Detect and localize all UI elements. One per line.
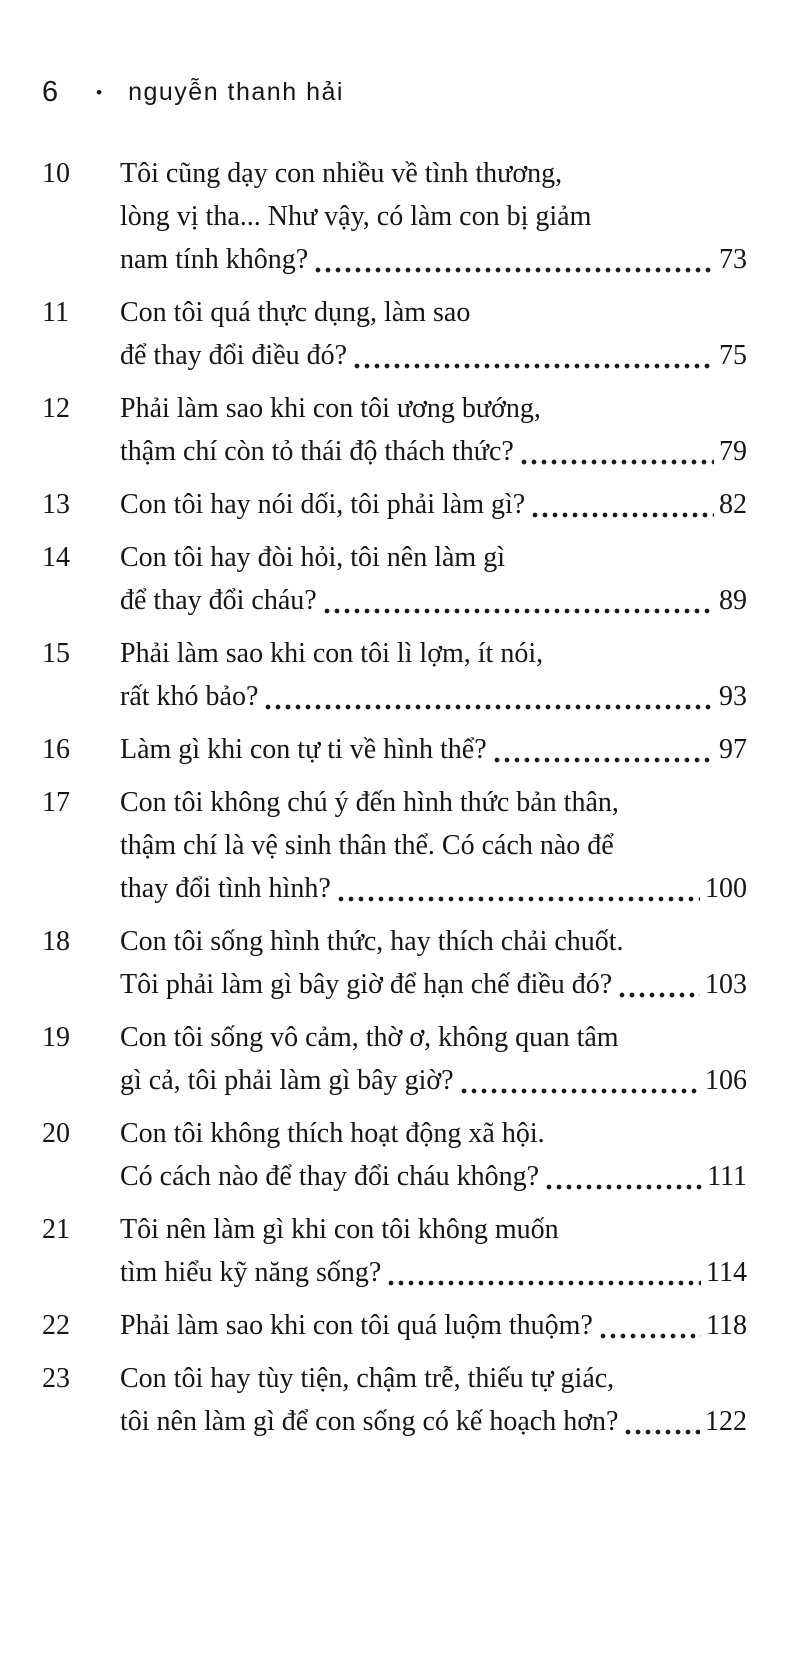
header-author-name: nguyễn thanh hải [128, 77, 344, 106]
entry-page-number: 106 [705, 1065, 747, 1096]
entry-lines [120, 920, 747, 1006]
entry-line-text: Tôi cũng dạy con nhiều về tình thương, [120, 158, 563, 189]
dot-leader [324, 608, 714, 614]
entry-lines [120, 1208, 747, 1294]
entry-page-number: 114 [706, 1257, 747, 1288]
entry-line-text: Con tôi hay đòi hỏi, tôi nên làm gì [120, 542, 505, 573]
entry-number: 12 [42, 393, 70, 424]
entry-line [120, 1155, 747, 1198]
entry-lines [120, 632, 747, 718]
entry-line-text: Làm gì khi con tự ti về hình thể? [120, 734, 487, 765]
toc-entry [42, 920, 747, 1006]
entry-number: 14 [42, 542, 70, 573]
dot-leader [619, 992, 700, 998]
entry-number: 16 [42, 734, 70, 765]
entry-line [120, 1357, 747, 1400]
entry-page-number: 118 [706, 1310, 747, 1341]
entry-line [120, 1400, 747, 1443]
dot-leader [521, 459, 714, 465]
entry-line [120, 238, 747, 281]
dot-leader [625, 1429, 700, 1435]
entry-line [120, 483, 747, 526]
toc-entry [42, 536, 747, 622]
entry-line [120, 632, 747, 675]
entry-line-text: Con tôi không chú ý đến hình thức bản thân, [120, 787, 619, 818]
entry-page-number: 79 [719, 436, 747, 467]
entry-number: 11 [42, 297, 69, 328]
entry-number: 18 [42, 926, 70, 957]
entry-line [120, 291, 747, 334]
entry-line [120, 728, 747, 771]
entry-lines [120, 728, 747, 771]
entry-line-text: để thay đổi cháu? [120, 585, 317, 616]
entry-line-text: thậm chí là vệ sinh thân thể. Có cách nào để [120, 830, 614, 861]
entry-lines [120, 152, 747, 281]
entry-line-text: Con tôi hay nói dối, tôi phải làm gì? [120, 489, 526, 520]
toc-entry [42, 1357, 747, 1443]
entry-line-text: Con tôi hay tùy tiện, chậm trễ, thiếu tự giác, [120, 1363, 615, 1394]
entry-line-text: để thay đổi điều đó? [120, 340, 348, 371]
dot-leader [315, 267, 714, 273]
entry-line-text: Con tôi không thích hoạt động xã hội. [120, 1118, 545, 1149]
toc-entry [42, 291, 747, 377]
entry-line [120, 387, 747, 430]
entry-number: 10 [42, 158, 70, 189]
entry-line [120, 1059, 747, 1102]
entry-line-text: Có cách nào để thay đổi cháu không? [120, 1161, 540, 1192]
entry-line-text: lòng vị tha... Như vậy, có làm con bị giảm [120, 201, 592, 232]
entry-line [120, 1208, 747, 1251]
entry-line [120, 152, 747, 195]
entry-line-text: Phải làm sao khi con tôi ương bướng, [120, 393, 541, 424]
entry-line [120, 1251, 747, 1294]
entry-number: 13 [42, 489, 70, 520]
entry-page-number: 103 [705, 969, 747, 1000]
entry-line-text: rất khó bảo? [120, 681, 259, 712]
entry-number: 19 [42, 1022, 70, 1053]
entry-page-number: 100 [705, 873, 747, 904]
header-page-number: 6 [42, 75, 60, 108]
entry-line-text: thay đổi tình hình? [120, 873, 331, 904]
entry-lines [120, 291, 747, 377]
entry-line [120, 675, 747, 718]
entry-line-text: Phải làm sao khi con tôi lì lợm, ít nói, [120, 638, 544, 669]
entry-line-text: thậm chí còn tỏ thái độ thách thức? [120, 436, 514, 467]
entry-number: 23 [42, 1363, 70, 1394]
entry-lines [120, 1016, 747, 1102]
entry-page-number: 97 [719, 734, 747, 765]
entry-line [120, 334, 747, 377]
toc-entry [42, 1112, 747, 1198]
entry-line [120, 1112, 747, 1155]
bullet-icon: • [96, 83, 103, 102]
entry-line [120, 963, 747, 1006]
entry-number: 20 [42, 1118, 70, 1149]
entry-line-text: Tôi phải làm gì bây giờ để hạn chế điều đó? [120, 969, 613, 1000]
entry-page-number: 111 [707, 1161, 747, 1192]
entry-line [120, 920, 747, 963]
entry-line [120, 1016, 747, 1059]
entry-page-number: 122 [705, 1406, 747, 1437]
dot-leader [338, 896, 700, 902]
dot-leader [388, 1280, 701, 1286]
entry-page-number: 93 [719, 681, 747, 712]
toc-entry [42, 387, 747, 473]
dot-leader [546, 1184, 702, 1190]
entry-page-number: 75 [719, 340, 747, 371]
entry-lines [120, 1112, 747, 1198]
table-of-contents [42, 152, 747, 1443]
book-page [0, 74, 809, 1661]
entry-lines [120, 781, 747, 910]
entry-line-text: Con tôi quá thực dụng, làm sao [120, 297, 471, 328]
entry-number: 21 [42, 1214, 70, 1245]
entry-line-text: nam tính không? [120, 244, 309, 275]
entry-line [120, 824, 747, 867]
entry-line [120, 430, 747, 473]
dot-leader [494, 757, 714, 763]
running-header [42, 74, 809, 110]
dot-leader [265, 704, 714, 710]
entry-line-text: gì cả, tôi phải làm gì bây giờ? [120, 1065, 454, 1096]
entry-number: 15 [42, 638, 70, 669]
entry-page-number: 82 [719, 489, 747, 520]
entry-line [120, 1304, 747, 1347]
toc-entry [42, 1208, 747, 1294]
entry-lines [120, 1304, 747, 1347]
toc-entry [42, 1016, 747, 1102]
toc-entry [42, 152, 747, 281]
entry-line [120, 579, 747, 622]
entry-line-text: Con tôi sống vô cảm, thờ ơ, không quan tâm [120, 1022, 619, 1053]
entry-line-text: Tôi nên làm gì khi con tôi không muốn [120, 1214, 559, 1245]
dot-leader [354, 363, 714, 369]
toc-entry [42, 728, 747, 771]
toc-entry [42, 781, 747, 910]
toc-entry [42, 1304, 747, 1347]
entry-line [120, 867, 747, 910]
entry-line [120, 195, 747, 238]
entry-lines [120, 536, 747, 622]
dot-leader [532, 512, 714, 518]
entry-number: 22 [42, 1310, 70, 1341]
entry-line [120, 536, 747, 579]
entry-lines [120, 387, 747, 473]
toc-entry [42, 632, 747, 718]
entry-page-number: 73 [719, 244, 747, 275]
entry-line-text: Con tôi sống hình thức, hay thích chải chuốt. [120, 926, 624, 957]
entry-line-text: tìm hiểu kỹ năng sống? [120, 1257, 382, 1288]
entry-lines [120, 483, 747, 526]
entry-page-number: 89 [719, 585, 747, 616]
dot-leader [461, 1088, 700, 1094]
entry-line [120, 781, 747, 824]
toc-entry [42, 483, 747, 526]
entry-number: 17 [42, 787, 70, 818]
entry-line-text: Phải làm sao khi con tôi quá luộm thuộm? [120, 1310, 593, 1341]
entry-line-text: tôi nên làm gì để con sống có kế hoạch hơn? [120, 1406, 619, 1437]
entry-lines [120, 1357, 747, 1443]
dot-leader [600, 1333, 701, 1339]
